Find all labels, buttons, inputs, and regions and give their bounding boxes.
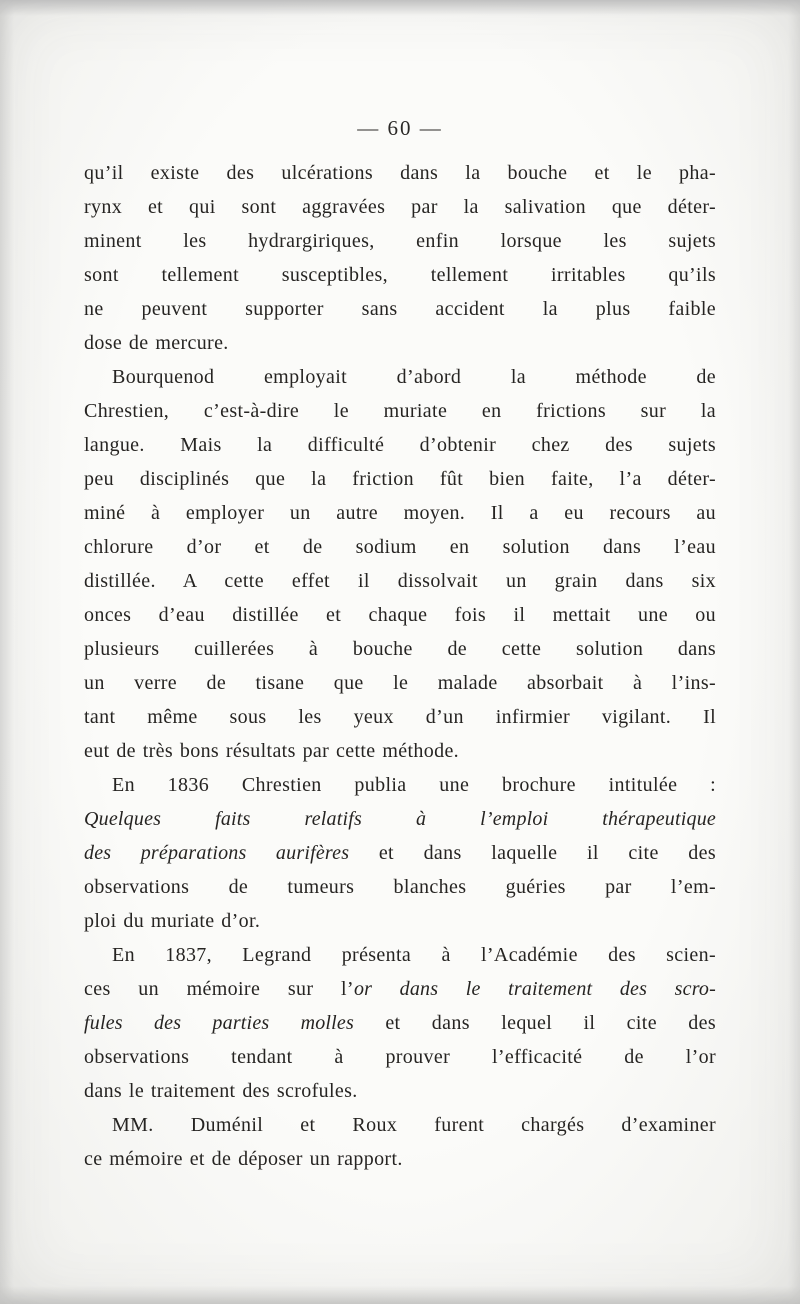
text-segment: ploi du muriate d’or. bbox=[84, 910, 261, 932]
paragraph bbox=[84, 360, 716, 768]
text-line bbox=[84, 326, 716, 360]
text-line bbox=[84, 870, 716, 904]
text-line bbox=[84, 1074, 716, 1108]
text-line bbox=[84, 972, 716, 1006]
text-line bbox=[84, 734, 716, 768]
text-line bbox=[84, 700, 716, 734]
paragraph bbox=[84, 768, 716, 938]
text-line bbox=[84, 632, 716, 666]
text-segment: ne peuvent supporter sans accident la plus faible bbox=[84, 298, 716, 320]
paragraph bbox=[84, 938, 716, 1108]
text-line bbox=[84, 802, 716, 836]
italic-text-segment: or dans le traitement des scro- bbox=[353, 978, 716, 1000]
text-line bbox=[84, 530, 716, 564]
page-content bbox=[84, 156, 716, 1176]
text-segment: Bourquenod employait d’abord la méthode de bbox=[112, 366, 716, 388]
text-line bbox=[84, 836, 716, 870]
text-line bbox=[84, 462, 716, 496]
text-line bbox=[84, 1006, 716, 1040]
text-segment: un verre de tisane que le malade absorbait à l’ins- bbox=[84, 672, 716, 694]
text-segment: dose de mercure. bbox=[84, 332, 229, 354]
text-segment: ce mémoire et de déposer un rapport. bbox=[84, 1148, 403, 1170]
text-line bbox=[84, 496, 716, 530]
text-line bbox=[84, 1142, 716, 1176]
italic-text-segment: des préparations aurifères bbox=[84, 842, 350, 864]
text-segment: plusieurs cuillerées à bouche de cette solution dans bbox=[84, 638, 716, 660]
text-segment: Chrestien, c’est-à-dire le muriate en frictions sur la bbox=[84, 400, 716, 422]
text-segment: dans le traitement des scrofules. bbox=[84, 1080, 358, 1102]
italic-text-segment: fules des parties molles bbox=[84, 1012, 354, 1034]
text-line bbox=[84, 666, 716, 700]
text-segment: langue. Mais la difficulté d’obtenir chez des sujets bbox=[84, 434, 716, 456]
text-line bbox=[84, 938, 716, 972]
text-segment: tant même sous les yeux d’un infirmier vigilant. Il bbox=[84, 706, 716, 728]
text-line bbox=[84, 1108, 716, 1142]
text-line bbox=[84, 292, 716, 326]
paragraph bbox=[84, 156, 716, 360]
text-segment: qu’il existe des ulcérations dans la bouche et le pha- bbox=[84, 162, 716, 184]
text-segment: minent les hydrargiriques, enfin lorsque les sujets bbox=[84, 230, 716, 252]
text-segment: En 1836 Chrestien publia une brochure intitulée : bbox=[112, 774, 716, 796]
text-line bbox=[84, 156, 716, 190]
text-line bbox=[84, 598, 716, 632]
text-line bbox=[84, 224, 716, 258]
text-segment: distillée. A cette effet il dissolvait un grain dans six bbox=[84, 570, 716, 592]
text-line bbox=[84, 360, 716, 394]
text-segment: MM. Duménil et Roux furent chargés d’examiner bbox=[112, 1114, 716, 1136]
text-line bbox=[84, 428, 716, 462]
text-segment: et dans lequel il cite des bbox=[353, 1012, 716, 1034]
text-segment: miné à employer un autre moyen. Il a eu recours au bbox=[84, 502, 716, 524]
text-line bbox=[84, 1040, 716, 1074]
page-number: — 60 — bbox=[357, 116, 443, 140]
text-segment: peu disciplinés que la friction fût bien faite, l’a déter- bbox=[84, 468, 716, 490]
italic-text-segment: Quelques faits relatifs à l’emploi thérapeutique bbox=[84, 808, 716, 830]
text-line bbox=[84, 904, 716, 938]
text-segment: eut de très bons résultats par cette méthode. bbox=[84, 740, 460, 762]
text-segment: observations tendant à prouver l’efficacité de l’or bbox=[84, 1046, 716, 1068]
text-line bbox=[84, 768, 716, 802]
text-segment: observations de tumeurs blanches guéries par l’em- bbox=[84, 876, 716, 898]
text-line bbox=[84, 394, 716, 428]
text-segment: rynx et qui sont aggravées par la salivation que déter- bbox=[84, 196, 716, 218]
text-segment: onces d’eau distillée et chaque fois il mettait une ou bbox=[84, 604, 716, 626]
text-segment: ces un mémoire sur l’ bbox=[84, 978, 354, 1000]
text-segment: sont tellement susceptibles, tellement irritables qu’ils bbox=[84, 264, 716, 286]
paragraph bbox=[84, 1108, 716, 1176]
text-segment: chlorure d’or et de sodium en solution dans l’eau bbox=[84, 536, 716, 558]
text-line bbox=[84, 258, 716, 292]
text-line bbox=[84, 190, 716, 224]
text-segment: En 1837, Legrand présenta à l’Académie des scien- bbox=[112, 944, 716, 966]
text-line bbox=[84, 564, 716, 598]
text-segment: et dans laquelle il cite des bbox=[349, 842, 716, 864]
